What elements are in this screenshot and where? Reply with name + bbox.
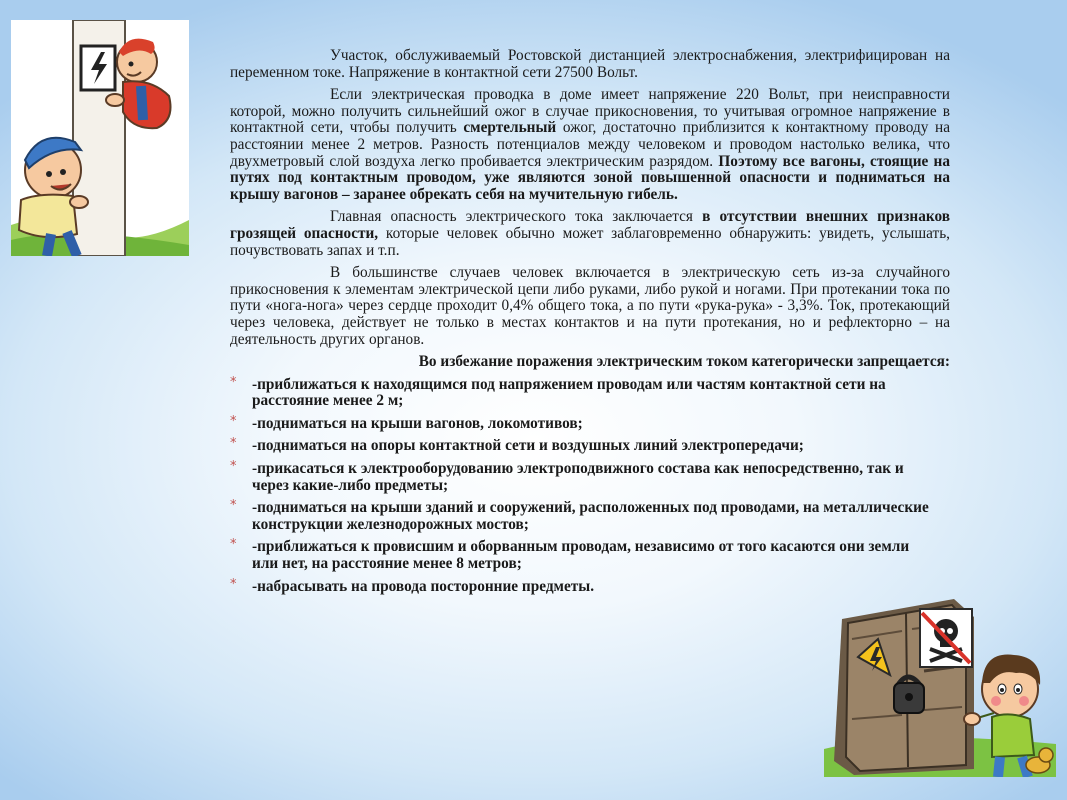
paragraph-3 [230, 209, 950, 259]
paragraph-2-part-c: ожог, достаточно приблизится к контактному проводу на расстоянии менее 2 метров. Разность потенциалов между человеком и проводом настолько велика, что двухметровый слой воздуха легко пробивается электрическим разрядом. [230, 119, 950, 170]
asterisk-bullet-icon: * [230, 537, 237, 553]
list-item: * -приближаться к находящимся под напряжением проводам или частям контактной сети на расстояние менее 2 м; [230, 374, 886, 410]
cartoon-electric-pole-children-icon [11, 20, 189, 256]
paragraph-3-part-c: которые человек обычно может заблаговременно обнаружить: увидеть, услышать, почувствовать запах и т.п. [230, 224, 950, 259]
list-item: * -подниматься на крыши зданий и сооружений, расположенных под проводами, на металлические конструкции железнодорожных мостов; [230, 498, 929, 533]
paragraph-1: Участок, обслуживаемый Ростовской дистанцией электроснабжения, электрифицирован на переменном токе. Напряжение в контактной сети 27500 Вольт. [230, 47, 950, 81]
asterisk-bullet-icon: * [230, 576, 237, 592]
asterisk-bullet-icon: * [230, 436, 237, 452]
list-item: * -прикасаться к электрооборудованию электроподвижного состава как непосредственно, так и через какие-либо предметы; [230, 459, 904, 494]
paragraph-2 [230, 87, 950, 203]
prohibitions-list [230, 374, 950, 596]
paragraph-3-part-a: Главная опасность электрического тока заключается [330, 208, 703, 226]
asterisk-bullet-icon: * [230, 459, 237, 475]
cartoon-transformer-box-child-icon [824, 579, 1056, 777]
asterisk-bullet-icon: * [230, 413, 237, 429]
paragraph-3-emphasis: в отсутствии внешних признаков грозящей опасности, [230, 208, 951, 242]
prohibitions-heading: Во избежание поражения электрическим током категорически запрещается: [418, 353, 950, 371]
paragraph-2-emphasis: смертельный [463, 119, 557, 137]
list-item: * -подниматься на опоры контактной сети и воздушных линий электропередачи; [230, 436, 804, 455]
paragraph-2-warning: Поэтому все вагоны, стоящие на путях под контактным проводом, уже являются зоной повышенной опасности и подниматься на крышу вагонов – заранее обрекать себя на мучительную гибель. [230, 152, 950, 203]
list-item: * -приближаться к провисшим и оборванным проводам, независимо от того касаются они земли или нет, на расстояние менее 8 метров; [230, 537, 910, 573]
main-text [230, 48, 950, 601]
asterisk-bullet-icon: * [230, 374, 237, 390]
list-item: * -набрасывать на провода посторонние предметы. [230, 576, 595, 595]
transformer-box-child-illustration [824, 579, 1056, 777]
paragraph-4: В большинстве случаев человек включается в электрическую сеть из-за случайного прикосновения к элементам электрической цепи либо руками, либо рукой и ногами. При протекании тока по пути «нога-нога» через сердце проходит 0,4% общего тока, а по пути «рука-рука» - 3,3%. Ток, протекающий через человека, действует не только в местах контактов и на пути протекания, но и рефлекторно – на деятельность других органов. [230, 264, 950, 348]
list-item: * -подниматься на крыши вагонов, локомотивов; [230, 413, 583, 432]
pole-climbing-children-illustration [11, 20, 189, 256]
paragraph-2-part-a: Если электрическая проводка в доме имеет напряжение 220 Вольт, при неисправности которой, можно получить сильнейший ожог в случае прикосновения, то учитывая огромное напряжение в контактной сети, чтобы получить [230, 86, 950, 137]
asterisk-bullet-icon: * [230, 498, 237, 514]
